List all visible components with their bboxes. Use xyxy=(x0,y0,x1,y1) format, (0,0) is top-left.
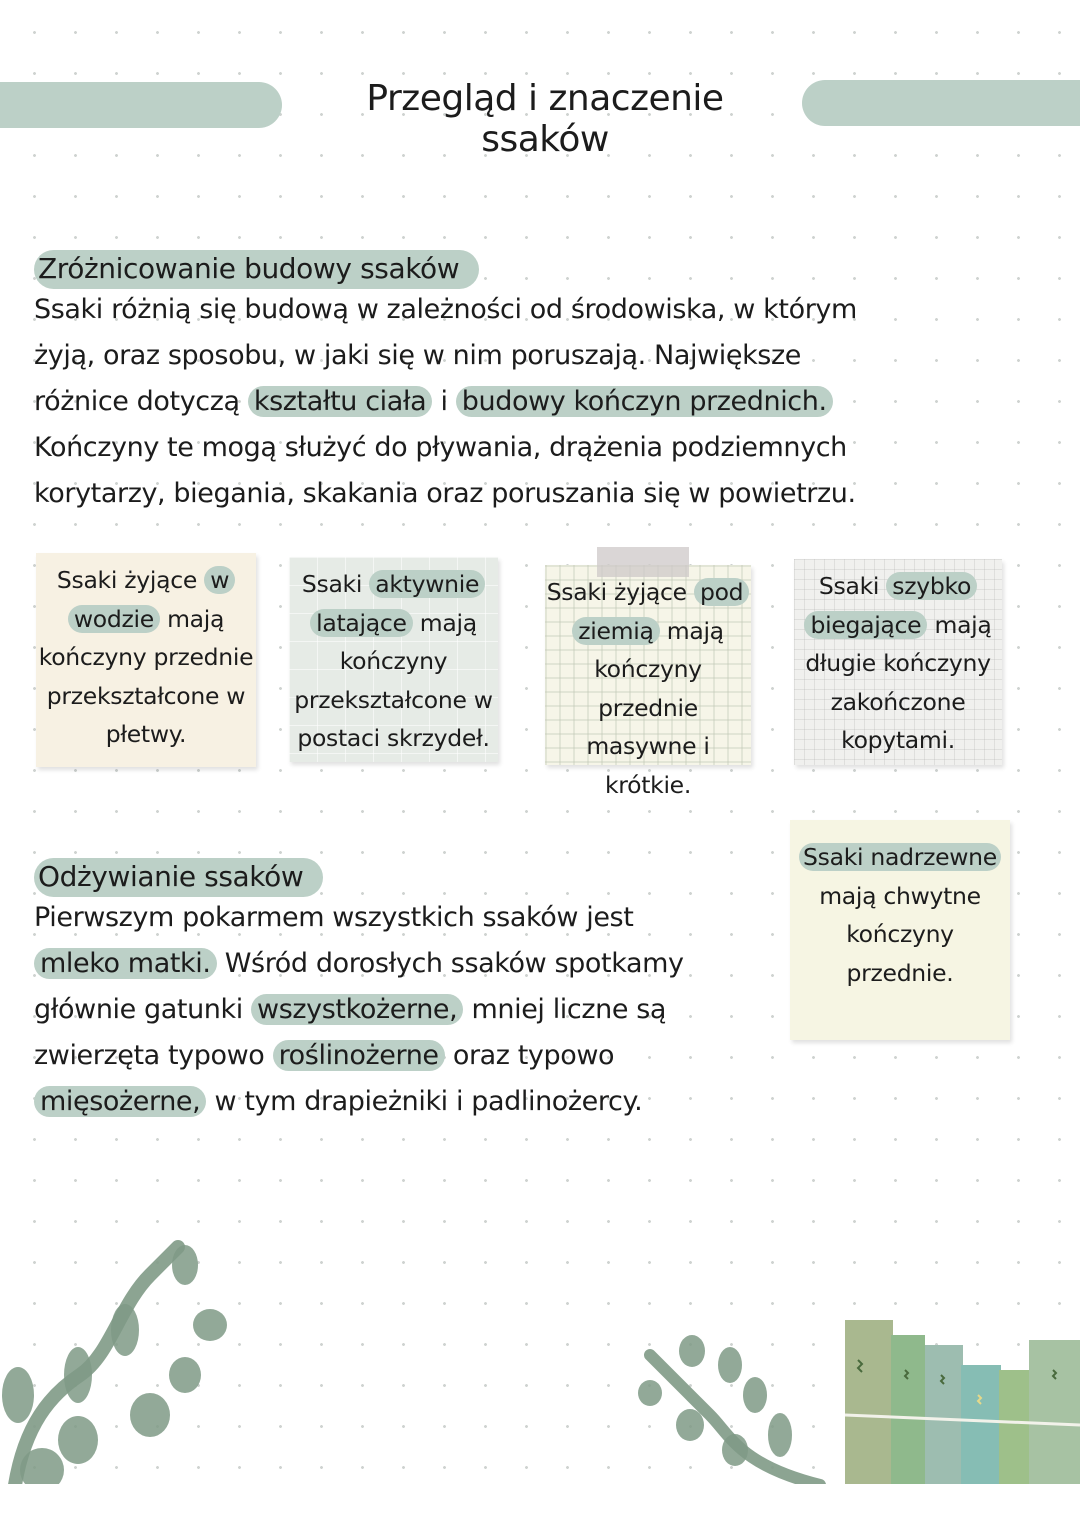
card-line: kończyny przednie xyxy=(38,643,254,671)
paragraph-line: Kończyny te mogą służyć do pływania, drążenia podziemnych xyxy=(34,432,847,463)
text-fragment: Wśród dorosłych ssaków spotkamy xyxy=(216,948,684,979)
highlighted-term: kształtu ciała xyxy=(248,386,432,417)
card-line xyxy=(790,838,1010,877)
text-fragment: w tym drapieżniki i padlinożercy. xyxy=(206,1086,643,1117)
vine-right-icon xyxy=(630,1335,860,1485)
card-line: kończyny przednie xyxy=(594,655,702,722)
text-fragment: głównie gatunki xyxy=(34,994,252,1025)
paragraph-line xyxy=(34,987,684,1033)
card-line: krótkie. xyxy=(604,770,691,799)
card-line: kopytami. xyxy=(841,726,955,754)
paragraph-line: żyją, oraz sposobu, w jaki się w nim poruszają. Największe xyxy=(34,340,801,371)
text-fragment: Ssaki xyxy=(818,572,887,600)
text-fragment: mają xyxy=(927,610,992,639)
books-icon xyxy=(843,1300,1080,1485)
highlighted-term: pod xyxy=(694,578,749,606)
highlighted-term: biegające xyxy=(804,611,927,639)
text-fragment: oraz typowo xyxy=(444,1040,615,1071)
highlighted-term: mleko matki. xyxy=(34,948,217,979)
title-bar-left-decoration xyxy=(0,82,282,128)
title-bar-right-decoration xyxy=(802,80,1080,126)
note-card-arboreal xyxy=(790,820,1010,1040)
highlighted-term: roślinożerne xyxy=(273,1040,445,1071)
card-line: płetwy. xyxy=(105,720,187,748)
paragraph-line xyxy=(34,379,857,425)
paragraph-line: korytarzy, biegania, skakania oraz poruszania się w powietrzu. xyxy=(34,478,856,509)
text-fragment: mniej liczne są xyxy=(463,994,667,1025)
highlighted-term: ziemią xyxy=(572,617,659,645)
text-fragment: i xyxy=(432,386,456,417)
section-structure xyxy=(34,250,857,517)
card-line xyxy=(794,606,1002,645)
paragraph-line xyxy=(34,941,684,987)
card-line: przednie. xyxy=(846,958,954,987)
paragraph xyxy=(34,287,857,517)
card-line: postaci skrzydeł. xyxy=(297,724,490,752)
highlighted-term: szybko xyxy=(886,572,977,600)
highlighted-term: wodzie xyxy=(68,605,160,633)
page-title: Przegląd i znaczenie ssaków xyxy=(366,78,724,160)
card-line: mają chwytne xyxy=(819,881,981,910)
paragraph-line: Ssaki różnią się budową w zależności od środowiska, w którym xyxy=(34,294,857,325)
tape-decoration xyxy=(597,547,689,577)
highlighted-term: budowy kończyn przednich. xyxy=(456,386,833,417)
text-fragment: mają xyxy=(412,608,477,637)
card-line: kończyny xyxy=(846,920,954,948)
paragraph-line: Pierwszym pokarmem wszystkich ssaków jest xyxy=(34,902,634,933)
page-bottom-margin xyxy=(0,1484,1080,1528)
highlighted-term: mięsożerne, xyxy=(34,1086,206,1117)
card-line xyxy=(545,573,751,612)
section-heading: Zróżnicowanie budowy ssaków xyxy=(34,250,479,289)
highlighted-term: Ssaki nadrzewne xyxy=(799,843,1001,871)
card-line: przekształcone w xyxy=(46,681,246,710)
note-card-flying xyxy=(289,557,498,762)
text-fragment: mają xyxy=(659,616,724,645)
paragraph-line xyxy=(34,1033,684,1079)
card-line xyxy=(289,604,498,643)
card-line: kończyny xyxy=(339,647,448,675)
card-line: masywne i xyxy=(586,732,710,760)
card-line xyxy=(289,565,498,604)
card-line: przekształcone w xyxy=(294,685,493,714)
paragraph xyxy=(34,895,684,1125)
card-line xyxy=(545,612,751,651)
highlighted-term: wszystkożerne, xyxy=(251,994,463,1025)
section-nutrition xyxy=(34,858,684,1125)
text-fragment: Ssaki żyjące xyxy=(56,566,205,594)
card-line xyxy=(794,567,1002,606)
text-fragment: różnice dotyczą xyxy=(34,386,248,417)
card-line xyxy=(36,600,256,639)
text-fragment: zwierzęta typowo xyxy=(34,1040,273,1071)
text-fragment: mają xyxy=(159,604,225,633)
highlighted-term: latające xyxy=(310,609,412,637)
card-line: zakończone xyxy=(830,687,966,716)
card-line xyxy=(36,561,256,600)
note-card-aquatic xyxy=(36,553,256,767)
highlighted-term: w xyxy=(204,566,235,594)
note-card-running xyxy=(794,559,1002,765)
text-fragment: Ssaki żyjące xyxy=(546,578,694,606)
card-line: długie kończyny xyxy=(805,649,991,677)
text-fragment: Ssaki xyxy=(301,570,370,598)
section-heading: Odżywianie ssaków xyxy=(34,858,323,897)
vine-left-icon xyxy=(0,1225,240,1485)
highlighted-term: aktywnie xyxy=(369,570,485,598)
paragraph-line xyxy=(34,1079,684,1125)
note-card-underground xyxy=(545,565,751,799)
